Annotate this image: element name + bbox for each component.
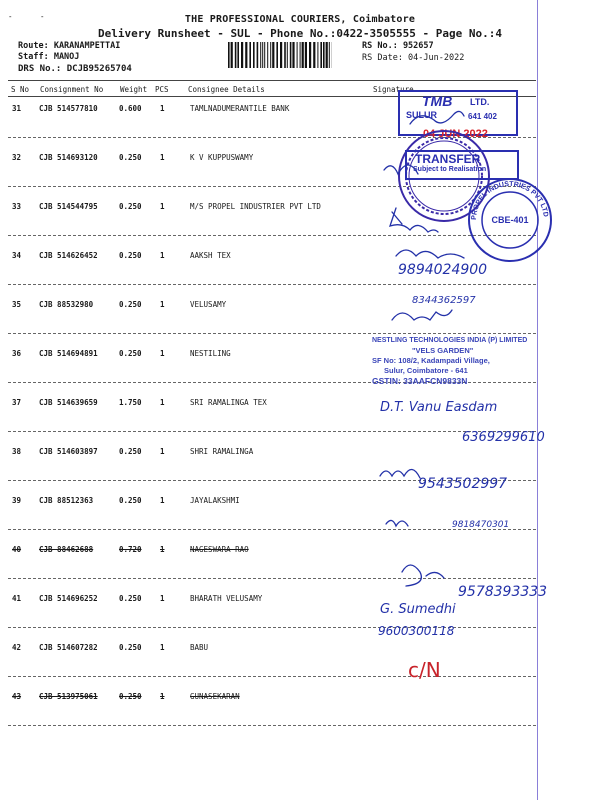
sig-row41 <box>402 565 444 586</box>
row-consignee: NAGESWARA RAO <box>190 545 249 554</box>
row-pcs: 1 <box>160 447 165 456</box>
nestling-line4: Sulur, Coimbatore - 641 <box>384 366 468 375</box>
row-sno: 38 <box>12 447 22 456</box>
corner-mark-right: - <box>40 12 45 21</box>
col-header-weight: Weight <box>120 85 148 94</box>
row-sno: 39 <box>12 496 22 505</box>
row-sno: 31 <box>12 104 22 113</box>
nestling-line1: NESTLING TECHNOLOGIES INDIA (P) LIMITED <box>372 337 528 344</box>
row-pcs: 1 <box>160 692 165 701</box>
row-weight: 0.250 <box>119 692 142 701</box>
drs-number: DRS No.: DCJB95265704 <box>18 64 132 74</box>
row-weight: 0.250 <box>119 153 142 162</box>
sig-row32 <box>384 165 418 174</box>
row-pcs: 1 <box>160 594 165 603</box>
hand-row37-name: D.T. Vanu Easdam <box>380 400 498 415</box>
tmb-date-stamp: 04 JUN 2022 <box>423 128 488 140</box>
nestling-line2: "VELS GARDEN" <box>412 346 474 355</box>
row-consignee: SRI RAMALINGA TEX <box>190 398 267 407</box>
company-title: THE PROFESSIONAL COURIERS, Coimbatore <box>184 14 416 25</box>
sig-row31 <box>410 111 464 124</box>
sig-row34 <box>396 250 464 258</box>
row-weight: 0.600 <box>119 104 142 113</box>
row-sno: 42 <box>12 643 22 652</box>
propel-code: CBE-401 <box>491 215 529 225</box>
row-weight: 0.250 <box>119 251 142 260</box>
row-weight: 0.250 <box>119 643 142 652</box>
rs-date: RS Date: 04-Jun-2022 <box>362 53 465 63</box>
row-consignee: K V KUPPUSWAMY <box>190 153 254 162</box>
row-consignment-no: CJB 88462688 <box>39 545 94 554</box>
row-weight: 0.250 <box>119 496 142 505</box>
hand-row42-phone: 9600300118 <box>378 624 455 638</box>
row-consignment-no: CJB 88512363 <box>39 496 94 505</box>
row-sno: 36 <box>12 349 22 358</box>
row-pcs: 1 <box>160 545 165 554</box>
row-consignment-no: CJB 514577810 <box>39 104 98 113</box>
hand-row38-phone: 6369299610 <box>462 430 545 445</box>
row-consignment-no: CJB 514696252 <box>39 594 98 603</box>
tmb-ltd: LTD. <box>470 97 490 107</box>
col-header-signature: Signature <box>373 85 414 94</box>
nestling-line5: GSTIN: 33AAFCN9833N <box>372 376 468 386</box>
row-pcs: 1 <box>160 496 165 505</box>
row-pcs: 1 <box>160 643 165 652</box>
route-label: Route: KARANAMPETTAI <box>18 41 121 51</box>
row-sno: 33 <box>12 202 22 211</box>
row-consignment-no: CJB 514626452 <box>39 251 98 260</box>
col-header-sno: S No <box>11 85 30 94</box>
col-header-consignee: Consignee Details <box>188 85 265 94</box>
col-header-pcs: PCS <box>155 85 169 94</box>
transfer-label: TRANSFER <box>415 152 481 166</box>
row-consignment-no: CJB 514639659 <box>39 398 98 407</box>
row-consignee: AAKSH TEX <box>190 251 231 260</box>
hand-row41-phone: 9578393333 <box>458 584 548 600</box>
row-pcs: 1 <box>160 153 165 162</box>
row-sno: 32 <box>12 153 22 162</box>
nestling-line3: SF No: 108/2, Kadampadi Village, <box>372 356 490 365</box>
row-consignee: VELUSAMY <box>190 300 227 309</box>
sig-row33 <box>390 208 438 232</box>
row-sno: 41 <box>12 594 22 603</box>
row-sno: 34 <box>12 251 22 260</box>
row-sno: 40 <box>12 545 22 554</box>
rs-number: RS No.: 952657 <box>362 41 434 51</box>
staff-label: Staff: MANOJ <box>18 52 80 62</box>
tmb-branch: SULUR <box>406 110 437 120</box>
row-consignment-no: CJB 88532980 <box>39 300 94 309</box>
row-sno: 35 <box>12 300 22 309</box>
row-consignee: BHARATH VELUSAMY <box>190 594 263 603</box>
row-consignee: JAYALAKSHMI <box>190 496 240 505</box>
row-pcs: 1 <box>160 300 165 309</box>
col-header-consignment: Consignment No <box>40 85 104 94</box>
row-pcs: 1 <box>160 104 165 113</box>
row-consignee: GUNASEKARAN <box>190 692 240 701</box>
propel-ring-text: PROPEL INDUSTRIES PVT LTD <box>470 180 549 221</box>
corner-mark-left: - <box>8 12 13 21</box>
row-sno: 37 <box>12 398 22 407</box>
row-weight: 0.250 <box>119 300 142 309</box>
row-consignment-no: CJB 514694891 <box>39 349 98 358</box>
tmb-logo: TMB <box>422 93 453 109</box>
hand-row43-note: c/N <box>408 658 441 682</box>
sig-row36 <box>392 310 452 320</box>
sig-row39 <box>380 469 420 478</box>
row-pcs: 1 <box>160 349 165 358</box>
row-sno: 43 <box>12 692 22 701</box>
row-pcs: 1 <box>160 202 165 211</box>
row-consignment-no: CJB 514603897 <box>39 447 98 456</box>
row-consignment-no: CJB 513975061 <box>39 692 98 701</box>
row-weight: 0.250 <box>119 349 142 358</box>
row-pcs: 1 <box>160 251 165 260</box>
runsheet-subtitle: Delivery Runsheet - SUL - Phone No.:0422-3505555 - Page No.:4 <box>98 27 502 40</box>
row-consignment-no: CJB 514693120 <box>39 153 98 162</box>
row-consignee: M/S PROPEL INDUSTRIER PVT LTD <box>190 202 321 211</box>
hand-row39-phone: 9543502997 <box>418 476 508 492</box>
transfer-sublabel: Subject to Realisation <box>413 166 487 173</box>
row-weight: 0.250 <box>119 202 142 211</box>
row-weight: 0.720 <box>119 545 142 554</box>
row-weight: 0.250 <box>119 447 142 456</box>
row-consignee: NESTILING <box>190 349 231 358</box>
sig-row40 <box>386 520 408 526</box>
row-weight: 1.750 <box>119 398 142 407</box>
row-consignee: BABU <box>190 643 209 652</box>
row-consignee: TAMLNADUMERANTILE BANK <box>190 104 290 113</box>
row-consignee: SHRI RAMALINGA <box>190 447 254 456</box>
row-weight: 0.250 <box>119 594 142 603</box>
hand-row34-phone: 9894024900 <box>398 262 488 278</box>
hand-row40-phone: 9818470301 <box>452 520 510 530</box>
row-consignment-no: CJB 514607282 <box>39 643 98 652</box>
row-pcs: 1 <box>160 398 165 407</box>
hand-row35-phone: 8344362597 <box>412 295 476 306</box>
tmb-code: 641 402 <box>468 112 497 121</box>
row-consignment-no: CJB 514544795 <box>39 202 98 211</box>
hand-row42-name: G. Sumedhi <box>380 602 456 617</box>
